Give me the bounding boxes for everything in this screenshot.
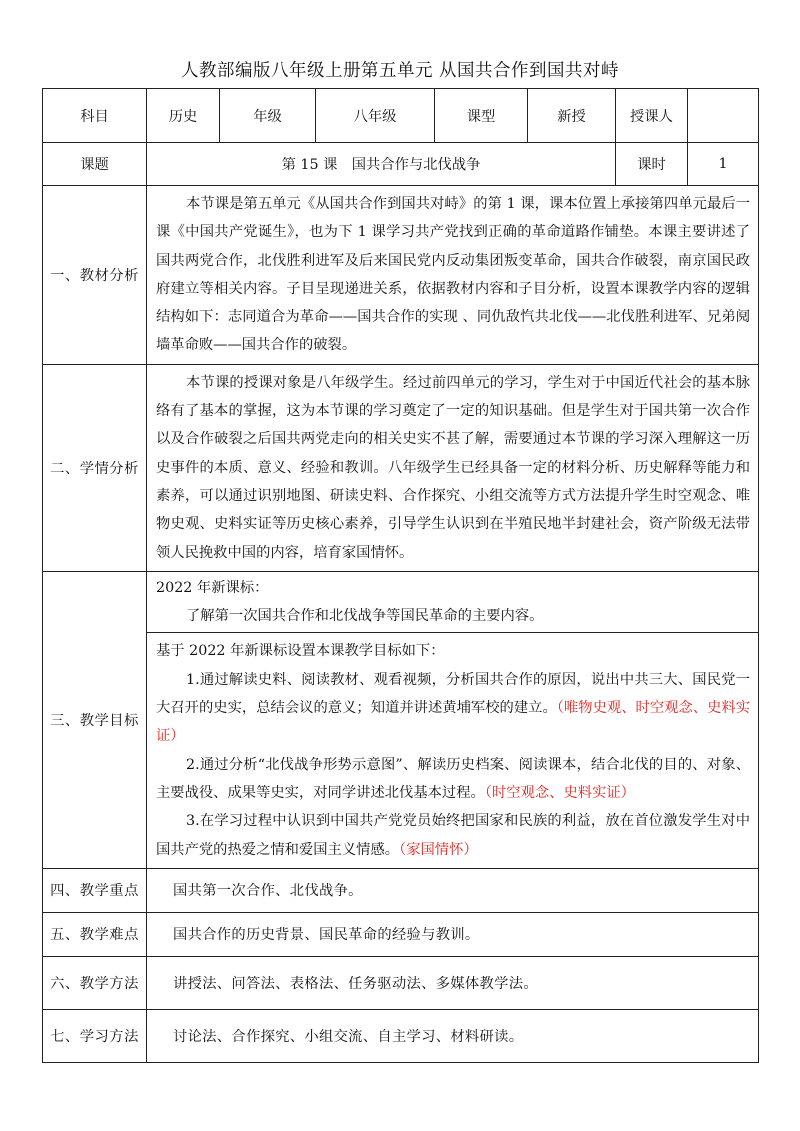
goal-2-tag: （时空观念、史料实证） [484, 784, 635, 801]
standard-title: 2022 年新课标： [156, 579, 269, 596]
material-text: 本节课是第五单元《从国共合作到国共对峙》的第 1 课，课本位置上承接第四单元最后一课《中国共产党诞生》，也为下 1 课学习共产党找到正确的革命道路作铺垫。本课主要讲述了国共两党合作，北伐胜利进军及后来国民党内反动集团叛变革命，国共合作破裂，南京国民政府建立等相关内容。子目呈现递进关系，依据教材内容和子目分析，设置本课教学内容的逻辑结构如下：志同道合为革命——国共合作的实现 、同仇敌忾共北伐——北伐胜利进军、兄弟阋墙革命败——国共合作的破裂。 [156, 196, 750, 354]
goals-label: 三、教学目标 [43, 571, 147, 868]
topic-label: 课题 [43, 143, 147, 186]
goal-1 [156, 666, 750, 751]
topic-row [43, 143, 759, 186]
goals-intro: 基于 2022 年新课标设置本课教学目标如下： [156, 643, 445, 660]
key-row [43, 868, 759, 912]
key-label: 四、教学重点 [43, 868, 147, 912]
goal-2-text: 2.通过分析“北伐战争形势示意图”、解读历史档案、阅读课本，结合北伐的目的、对象、主要战役、成果等史实，对同学讲述北伐基本过程。 [156, 756, 750, 801]
goals-row-objectives [43, 633, 759, 868]
method-text: 讲授法、问答法、表格法、任务驱动法、多媒体教学法。 [147, 956, 759, 1009]
difficulty-label: 五、教学难点 [43, 912, 147, 956]
lesson-plan-table [42, 88, 759, 1063]
material-label: 一、教材分析 [43, 186, 147, 365]
goal-1-tag: （唯物史观、时空观念、史料实证） [156, 700, 750, 745]
goal-3-tag: （家国情怀） [399, 841, 478, 858]
grade-label: 年级 [220, 89, 316, 143]
goal-3-text: 3.在学习过程中认识到中国共产党党员始终把国家和民族的利益，放在首位激发学生对中国共产党的热爱之情和爱国主义情感。 [156, 813, 750, 858]
teacher-value [688, 89, 759, 143]
grade-value: 八年级 [316, 89, 435, 143]
material-row [43, 186, 759, 365]
topic-value: 第 15 课 国共合作与北伐战争 [147, 143, 616, 186]
difficulty-row [43, 912, 759, 956]
type-label: 课型 [435, 89, 528, 143]
method-row [43, 956, 759, 1009]
goal-1-text: 1.通过解读史料、阅读教材、观看视频，分析国共合作的原因，说出中共三大、国民党一大召开的史实，总结会议的意义；知道并讲述黄埔军校的建立。 [156, 671, 750, 717]
material-cell [147, 186, 759, 365]
study-label: 七、学习方法 [43, 1009, 147, 1062]
type-value: 新授 [528, 89, 616, 143]
student-text: 本节课的授课对象是八年级学生。经过前四单元的学习，学生对于中国近代社会的基本脉络有了基本的掌握，这为本节课的学习奠定了一定的知识基础。但是学生对于国共第一次合作以及合作破裂之后国共两党走向的相关史实不甚了解，需要通过本节课的学习深入理解这一历史事件的本质、意义、经验和教训。八年级学生已经具备一定的材料分析、历史解释等能力和素养，可以通过识别地图、研读史料、合作探究、小组交流等方式方法提升学生时空观念、唯物史观、史料实证等历史核心素养，引导学生认识到在半殖民地半封建社会，资产阶级无法带领人民挽救中国的内容，培育家国情怀。 [156, 374, 750, 561]
student-cell [147, 364, 759, 571]
study-text: 讨论法、合作探究、小组交流、自主学习、材料研读。 [147, 1009, 759, 1062]
subject-label: 科目 [43, 89, 147, 143]
hours-value: 1 [688, 143, 759, 186]
study-row [43, 1009, 759, 1062]
standard-text: 了解第一次国共合作和北伐战争等国民革命的主要内容。 [186, 608, 544, 625]
teacher-label: 授课人 [616, 89, 688, 143]
hours-label: 课时 [616, 143, 688, 186]
difficulty-text: 国共合作的历史背景、国民革命的经验与教训。 [147, 912, 759, 956]
header-row [43, 89, 759, 143]
goals-row-standard [43, 571, 759, 633]
key-text: 国共第一次合作、北伐战争。 [147, 868, 759, 912]
page-title: 人教部编版八年级上册第五单元 从国共合作到国共对峙 [180, 61, 620, 81]
student-label: 二、学情分析 [43, 364, 147, 571]
student-row [43, 364, 759, 571]
goal-2 [156, 751, 750, 808]
goals-objectives-cell [147, 633, 759, 868]
goal-3 [156, 807, 750, 864]
method-label: 六、教学方法 [43, 956, 147, 1009]
subject-value: 历史 [147, 89, 220, 143]
goals-standard-cell [147, 571, 759, 633]
